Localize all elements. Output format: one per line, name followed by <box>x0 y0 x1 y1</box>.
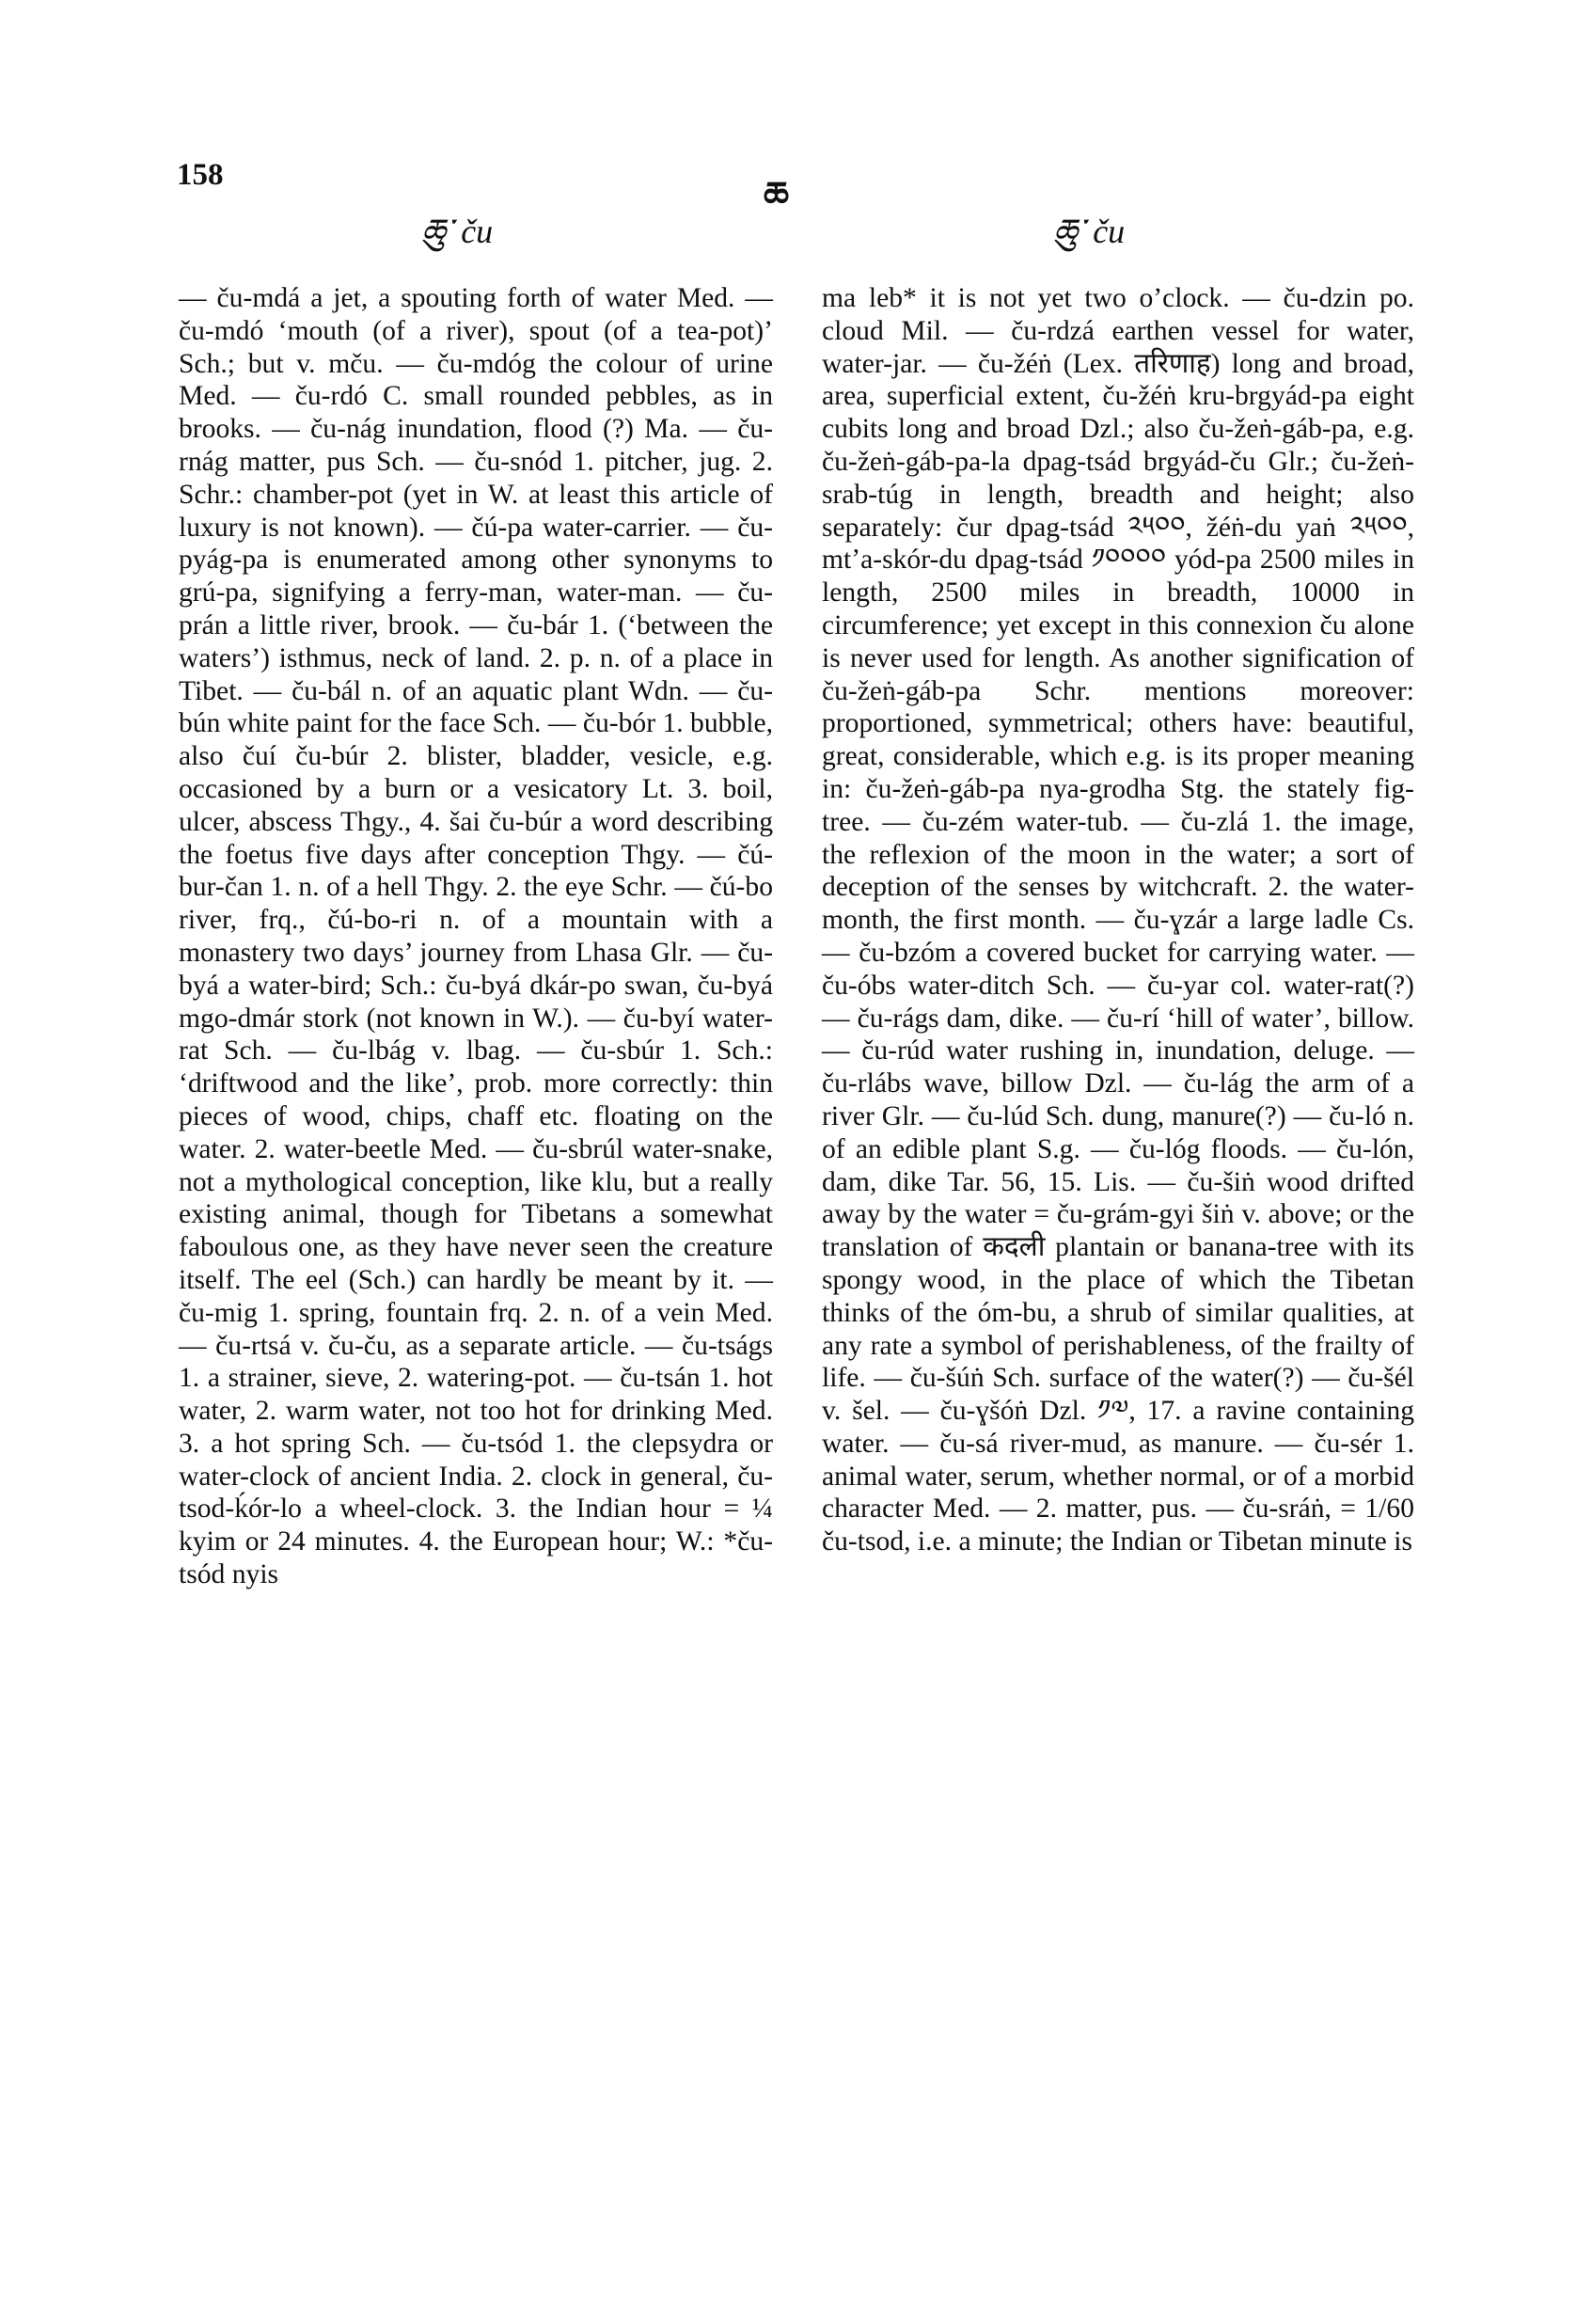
running-head-left: ཆུ་ ču <box>421 213 494 250</box>
right-column <box>822 282 1414 1558</box>
right-column-text: ma leb* it is not yet two o’clock. — ču-dzin po. cloud Mil. — ču-rdzá earthen vessel for water, water-jar. — ču-žéṅ (Lex. तरिणाह) long and broad, area, superficial extent, ču-žéṅ kru-brgyád-pa eight cubits long and broad Dzl.; also ču-žeṅ-gáb-pa, e.g. ču-žeṅ-gáb-pa-la dpag-tsád brgyád-ču Glr.; ču-žeṅ-srab-túg in length, breadth and height; also separately: čur dpag-tsád ༢༥༠༠, žéṅ-du yaṅ ༢༥༠༠, mtʼa-skór-du dpag-tsád ༡༠༠༠༠ yód-pa 2500 miles in length, 2500 miles in breadth, 10000 in circumference; yet except in this connexion ču alone is never used for length. As another signification of ču-žeṅ-gáb-pa Schr. mentions moreover: proportioned, symmetrical; others have: beautiful, great, considerable, which e.g. is its proper meaning in: ču-žeṅ-gáb-pa nya-grodha Stg. the stately fig-tree. — ču-zém water-tub. — ču-zlá 1. the image, the reflexion of the moon in the water; a sort of deception of the senses by witchcraft. 2. the water-month, the first month. — ču-ɣzár a large ladle Cs. — ču-bzóm a covered bucket for carrying water. — ču-óbs water-ditch Sch. — ču-yar col. water-rat(?) — ču-rágs dam, dike. — ču-rí ‘hill of water’, billow. — ču-rúd water rushing in, inundation, deluge. — ču-rlábs wave, billow Dzl. — ču-lág the arm of a river Glr. — ču-lúd Sch. dung, manure(?) — ču-ló n. of an edible plant S.g. — ču-lóg floods. — ču-lón, dam, dike Tar. 56, 15. Lis. — ču-šiṅ wood drifted away by the water = ču-grám-gyi šiṅ v. above; or the translation of कदली plantain or banana-tree with its spongy wood, in the place of which the Tibetan thinks of the óm-bu, a shrub of similar qualities, at any rate a symbol of perishableness, of the frailty of life. — ču-šúṅ Sch. surface of the water(?) — ču-šél v. šel. — ču-ɣšóṅ Dzl. ༡༧, 17. a ravine containing water. — ču-sá river-mud, as manure. — ču-sér 1. animal water, serum, whether normal, or of a morbid character Med. — 2. matter, pus. — ču-sráṅ, = 1/60 ču-tsod, i.e. a minute; the Indian or Tibetan minute is <box>822 283 1414 1557</box>
left-column <box>179 282 773 1591</box>
header-center-letter: ཆ <box>764 176 790 215</box>
page-number: 158 <box>177 158 224 192</box>
left-column-text: — ču-mdá a jet, a spouting forth of water Med. — ču-mdó ‘mouth (of a river), spout (of a tea-pot)’ Sch.; but v. mču. — ču-mdóg the colour of urine Med. — ču-rdó C. small rounded pebbles, as in brooks. — ču-nág inundation, flood (?) Ma. — ču-rnág matter, pus Sch. — ču-snód 1. pitcher, jug. 2. Schr.: chamber-pot (yet in W. at least this article of luxury is not known). — čú-pa water-carrier. — ču-pyág-pa is enumerated among other synonyms to grú-pa, signifying a ferry-man, water-man. — ču-prán a little river, brook. — ču-bár 1. (‘between the waters’) isthmus, neck of land. 2. p. n. of a place in Tibet. — ču-bál n. of an aquatic plant Wdn. — ču-bún white paint for the face Sch. — ču-bór 1. bubble, also čuí ču-búr 2. blister, bladder, vesicle, e.g. occasioned by a burn or a vesicatory Lt. 3. boil, ulcer, abscess Thgy., 4. šai ču-búr a word describing the foetus five days after conception Thgy. — čú-bur-čan 1. n. of a hell Thgy. 2. the eye Schr. — čú-bo river, frq., čú-bo-ri n. of a mountain with a monastery two days’ journey from Lhasa Glr. — ču-byá a water-bird; Sch.: ču-byá dkár-po swan, ču-byá mgo-dmár stork (not known in W.). — ču-byí water-rat Sch. — ču-lbág v. lbag. — ču-sbúr 1. Sch.: ‘driftwood and the like’, prob. more correctly: thin pieces of wood, chips, chaff etc. floating on the water. 2. water-beetle Med. — ču-sbrúl water-snake, not a mythological conception, like klu, but a really existing animal, though for Tibetans a somewhat faboulous one, as they have never seen the creature itself. The eel (Sch.) can hardly be meant by it. — ču-mig 1. spring, fountain frq. 2. n. of a vein Med. — ču-rtsá v. ču-ču, as a separate article. — ču-tságs 1. a strainer, sieve, 2. watering-pot. — ču-tsán 1. hot water, 2. warm water, not too hot for drinking Med. 3. a hot spring Sch. — ču-tsód 1. the clepsydra or water-clock of ancient India. 2. clock in general, ču-tsod-ḱór-lo a wheel-clock. 3. the Indian hour = ¼ kyim or 24 minutes. 4. the European hour; W.: *ču-tsód nyis <box>179 283 773 1590</box>
running-head-right: ཆུ་ ču <box>1053 213 1126 250</box>
